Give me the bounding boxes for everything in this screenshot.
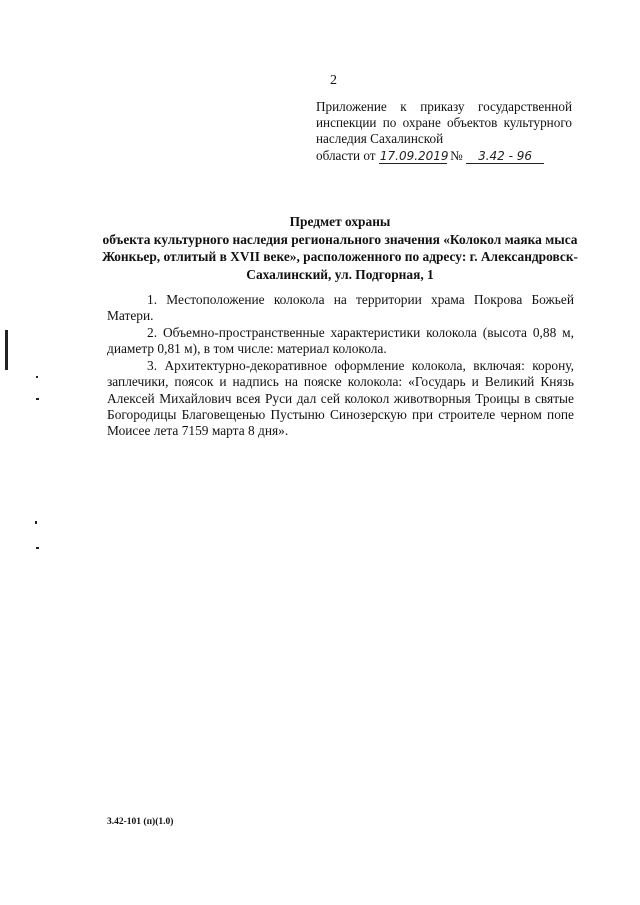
list-item: 3. Архитектурно-декоративное оформление колокола, включая: корону, заплечики, поясок и надпись на пояске колокола: «Государь и Великий Князь Алексей Михайлович всея Руси дал сей колокол животворныя Троицы в святые Богородицы Благовещенью Пустыню Синозерскую при строителе черном попе Моисее лета 7159 марта 8 дня». bbox=[107, 358, 574, 439]
title-subheading: объекта культурного наследия регионального значения «Колокол маяка мыса Жонкьер, отлитый в XVII веке», расположенного по адресу: г. Александровск-Сахалинский, ул. Подгорная, 1 bbox=[101, 231, 579, 282]
number-sign: № bbox=[450, 147, 463, 163]
appendix-text: Приложение к приказу государственной инспекции по охране объектов культурного наследия Сахалинской bbox=[316, 99, 572, 147]
scan-artifact bbox=[5, 330, 8, 370]
appendix-date-line bbox=[316, 148, 572, 164]
handwritten-order-number: 3.42 - 96 bbox=[466, 150, 544, 164]
appendix-date-prefix: области от bbox=[316, 147, 376, 163]
protection-items-list bbox=[107, 292, 574, 440]
scan-artifact bbox=[36, 547, 39, 549]
footer-form-code: 3.42-101 (п)(1.0) bbox=[107, 817, 174, 827]
scan-artifact bbox=[36, 376, 38, 378]
list-item: 1. Местоположение колокола на территории храма Покрова Божьей Матери. bbox=[107, 292, 574, 324]
page-number: 2 bbox=[330, 73, 337, 88]
list-item: 2. Объемно-пространственные характеристики колокола (высота 0,88 м, диаметр 0,81 м), в том числе: материал колокола. bbox=[107, 325, 574, 357]
appendix-header bbox=[316, 99, 572, 164]
scan-artifact bbox=[35, 521, 37, 524]
scan-artifact bbox=[36, 398, 39, 400]
title-heading: Предмет охраны bbox=[289, 214, 391, 229]
handwritten-date: 17.09.2019 bbox=[379, 148, 449, 163]
document-title bbox=[100, 213, 580, 283]
